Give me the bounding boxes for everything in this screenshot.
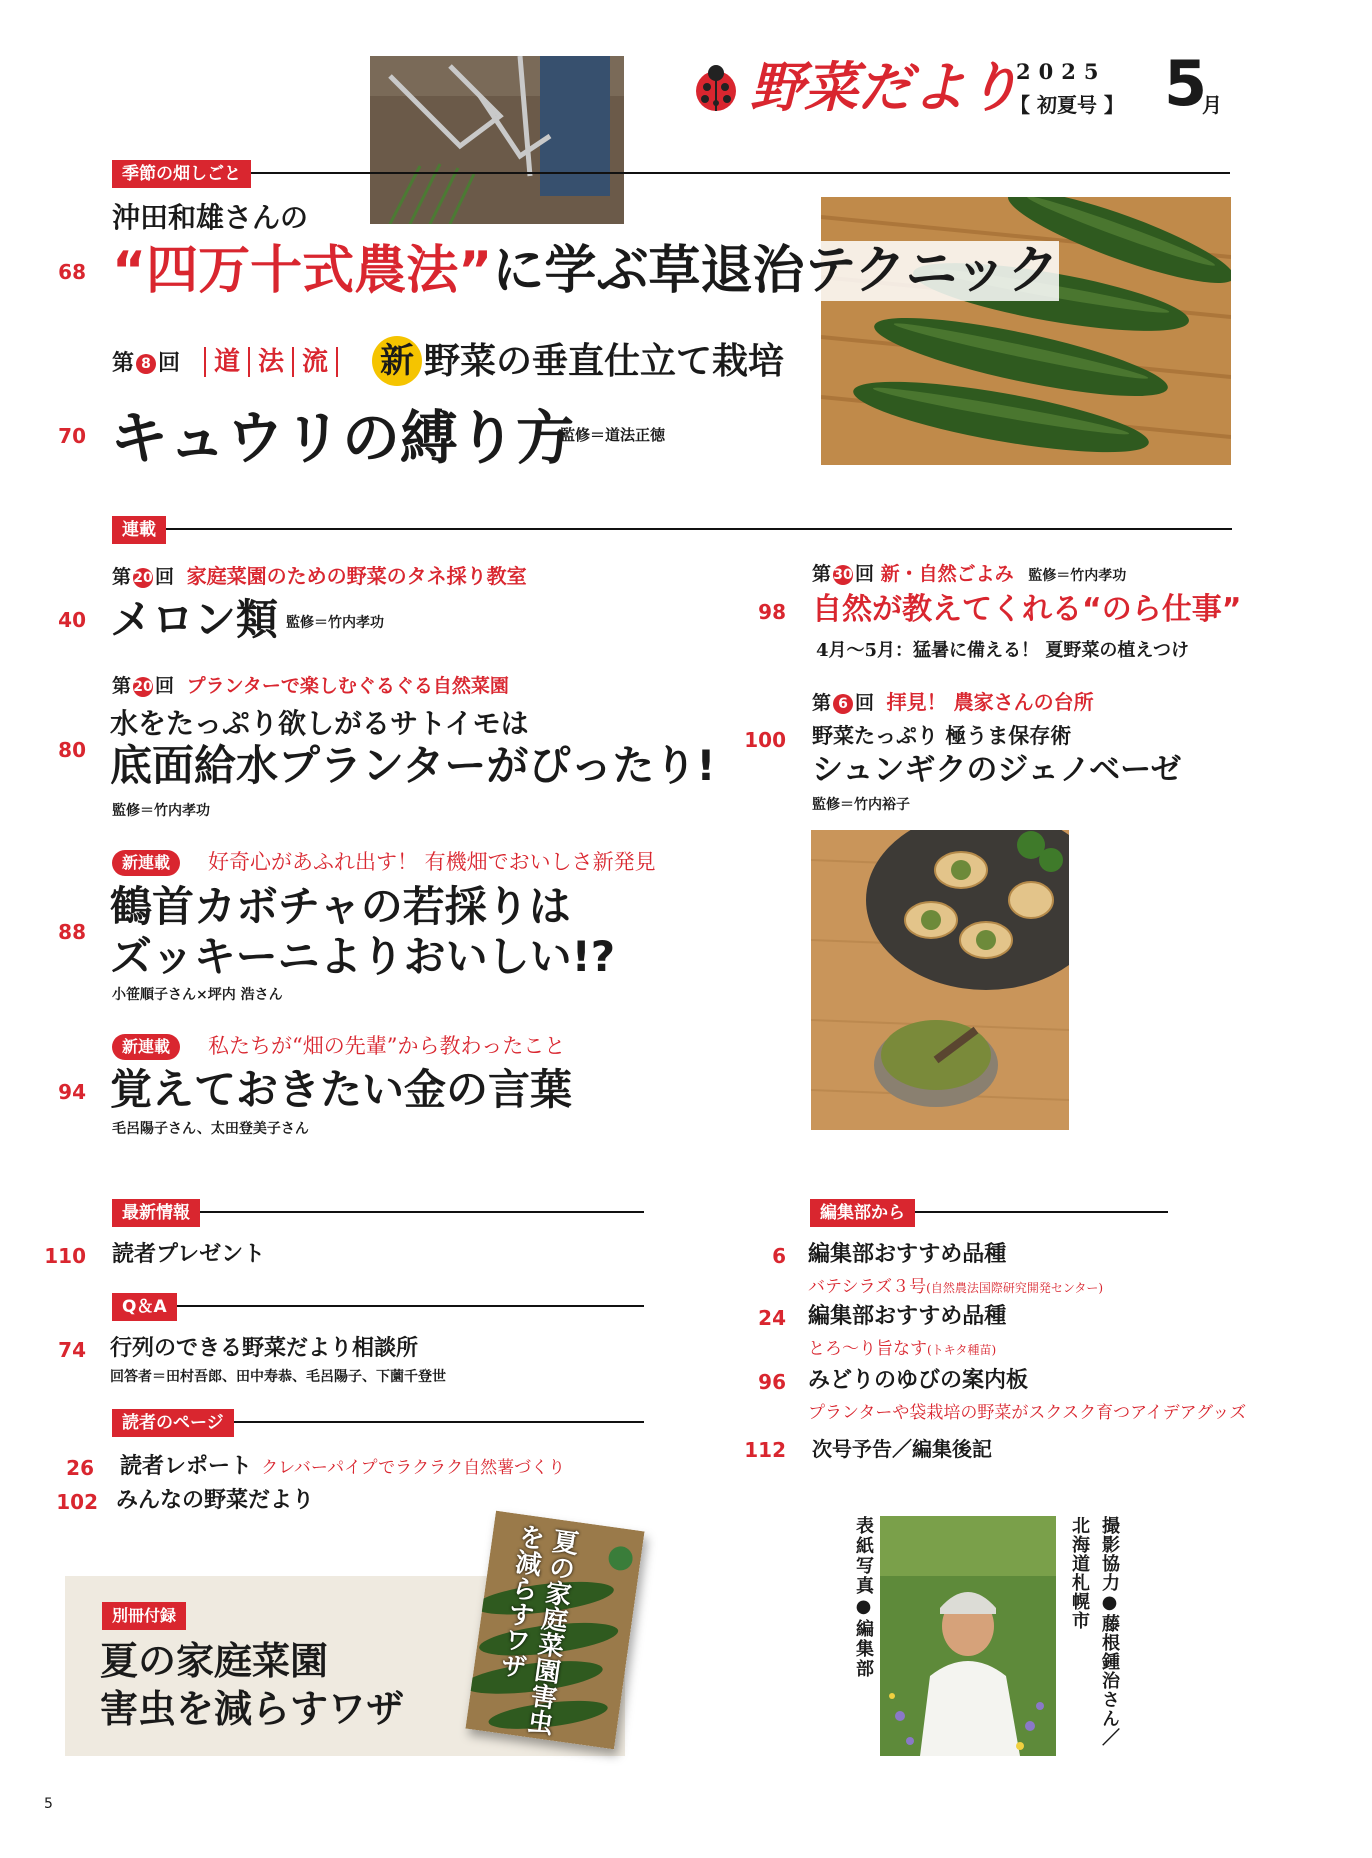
words-title: 覚えておきたい金の言葉 [110, 1065, 573, 1114]
feature-rule [112, 172, 1230, 174]
kabocha-new-pill: 新連載 [112, 850, 180, 876]
melon-series-name: 家庭菜園のための野菜のタネ採り教室 [186, 564, 527, 588]
melon-page: 40 [58, 608, 86, 632]
cucumber-page: 70 [58, 424, 86, 448]
qa-tag: Q＆A [112, 1293, 177, 1321]
cucumber-photo [821, 197, 1231, 465]
latest-tag: 最新情報 [112, 1199, 200, 1227]
genovese-photo [811, 830, 1069, 1130]
masthead-month-unit: 月 [1202, 93, 1222, 117]
ladybug-icon [690, 63, 742, 115]
new-mark: 新 [372, 336, 422, 386]
supplement-title-1: 夏の家庭菜園 [100, 1639, 329, 1683]
editorial-item-sub-small: (トキタ種苗) [927, 1343, 997, 1357]
readers-item-page: 102 [56, 1490, 98, 1514]
series-char: 道 [204, 347, 248, 377]
melon-title: メロン類 [110, 595, 279, 644]
cucumber-series-num: 8 [136, 354, 156, 374]
masthead-month-num: 5 [1164, 47, 1208, 120]
planter-round: 20 [133, 678, 153, 695]
masthead-title: 野菜だより [750, 56, 1020, 119]
melon-credit: 監修＝竹内孝功 [286, 615, 384, 631]
cucumber-series-prefix: 第 [112, 351, 135, 376]
readers-tag: 読者のページ [112, 1409, 234, 1437]
editorial-item-page: 6 [772, 1244, 786, 1268]
kitchen-page: 100 [744, 728, 786, 752]
cucumber-series [112, 344, 180, 384]
editorial-item-title: 編集部おすすめ品種 [808, 1304, 1007, 1329]
qa-page: 74 [58, 1338, 86, 1362]
supplement-tag: 別冊付録 [102, 1602, 186, 1630]
readers-item [120, 1452, 565, 1483]
cover-credit-photo: 表紙写真●編集部 [853, 1516, 874, 1679]
weeding-tool-photo [370, 56, 624, 224]
kitchen-title: シュンギクのジェノベーゼ [812, 752, 1182, 788]
cucumber-title: キュウリの縛り方 [110, 404, 575, 472]
series-char: 法 [248, 347, 292, 377]
editorial-item-sub: プランターや袋栽培の野菜がスクスク育つアイデアグッズ [808, 1403, 1247, 1423]
kitchen-credit: 監修＝竹内裕子 [812, 797, 910, 813]
editorial-item-page: 96 [758, 1370, 786, 1394]
cucumber-credit: 監修＝道法正徳 [560, 426, 666, 444]
latest-item-page: 110 [44, 1244, 86, 1268]
planter-title: 底面給水プランターがぴったり! [110, 741, 716, 790]
cucumber-series-suffix: 回 [158, 351, 181, 376]
nora-subtitle: 4月〜5月：猛暑に備える！ 夏野菜の植えつけ [816, 640, 1189, 661]
words-credit: 毛呂陽子さん、太田登美子さん [112, 1121, 309, 1137]
feature-title [112, 240, 1059, 302]
kitchen-round: 6 [833, 694, 853, 714]
editorial-tag: 編集部から [810, 1199, 915, 1227]
kitchen-series: 第 6 回 拝見！ 農家さんの台所 [812, 690, 1094, 714]
series-char: 流 [292, 347, 338, 377]
nora-series: 第 30 回 新・自然ごよみ 監修＝竹内孝功 [812, 563, 1127, 585]
nora-credit: 監修＝竹内孝功 [1028, 568, 1127, 584]
melon-round: 20 [133, 569, 153, 586]
masthead [690, 47, 1250, 125]
kabocha-credit: 小笹順子さん×坪内 浩さん [112, 987, 283, 1003]
cucumber-series-chars [204, 342, 338, 382]
editorial-item-sub-main: とろ〜り旨なす [808, 1339, 927, 1359]
nora-page: 98 [758, 600, 786, 624]
supplement-title-2: 害虫を減らすワザ [100, 1687, 405, 1731]
farmer-portrait-photo [880, 1516, 1056, 1756]
planter-series: 第 20 回 プランターで楽しむぐるぐる自然菜園 [112, 675, 509, 697]
planter-series-name: プランターで楽しむぐるぐる自然菜園 [186, 675, 509, 697]
kabocha-title-1: 鶴首カボチャの若採りは [110, 882, 571, 931]
editorial-item-title: 編集部おすすめ品種 [808, 1242, 1007, 1267]
editorial-item-sub-small: (自然農法国際研究開発センター) [926, 1281, 1104, 1295]
planter-page: 80 [58, 738, 86, 762]
masthead-season: 【 初夏号 】 [1010, 93, 1124, 117]
cucumber-series-title: 野菜の垂直仕立て栽培 [424, 341, 785, 382]
qa-title: 行列のできる野菜だより相談所 [110, 1336, 419, 1361]
qa-rule [112, 1305, 644, 1307]
cover-credit-cooperation: 撮影協力●藤根鍾治さん／北海道札幌市 [1069, 1516, 1120, 1747]
editorial-item-page: 24 [758, 1306, 786, 1330]
editorial-item-title: 次号予告／編集後記 [812, 1437, 992, 1461]
readers-item-title: 読者レポート [120, 1454, 253, 1479]
words-new-pill: 新連載 [112, 1034, 180, 1060]
planter-subtitle: 水をたっぷり欲しがるサトイモは [110, 707, 529, 740]
supplement-book-title: 夏の家庭菜園害虫を減らすワザ [495, 1521, 581, 1737]
nora-title: 自然が教えてくれる“のら仕事” [812, 592, 1242, 627]
kabocha-page: 88 [58, 920, 86, 944]
editorial-item-title: みどりのゆびの案内板 [808, 1368, 1029, 1393]
editorial-item-sub-main: バテシラズ３号 [808, 1277, 927, 1297]
qa-respondents: 回答者＝田村吾郎、田中寿恭、毛呂陽子、下薗千登世 [110, 1369, 446, 1385]
latest-item-title: 読者プレゼント [112, 1242, 266, 1267]
readers-item-sub: クレバーパイプでラクラク自然薯づくり [261, 1458, 566, 1478]
feature-page: 68 [58, 260, 86, 284]
feature-tag: 季節の畑しごと [112, 160, 251, 188]
words-series: 私たちが“畑の先輩”から教わったこと [208, 1034, 566, 1058]
kabocha-title-2: ズッキーニよりおいしい!? [110, 932, 616, 981]
nora-series-name: 新・自然ごよみ [880, 563, 1014, 585]
supplement-book-cover [465, 1511, 644, 1750]
masthead-year: 2025 [1016, 59, 1107, 84]
kitchen-subtitle: 野菜たっぷり 極うま保存術 [812, 724, 1072, 748]
serial-tag: 連載 [112, 516, 166, 544]
feature-subtitle: 沖田和雄さんの [112, 201, 309, 234]
planter-credit: 監修＝竹内孝功 [112, 803, 210, 819]
page-folio: 5 [44, 1796, 53, 1812]
kitchen-series-name: 拝見！ 農家さんの台所 [886, 690, 1094, 714]
words-page: 94 [58, 1080, 86, 1104]
readers-item-title: みんなの野菜だより [116, 1488, 315, 1513]
serial-rule [112, 528, 1232, 530]
melon-series: 第 20 回 家庭菜園のための野菜のタネ採り教室 [112, 564, 527, 588]
editorial-item-sub [808, 1272, 1103, 1297]
editorial-item-sub [808, 1334, 996, 1359]
feature-title-quote: “四万十式農法” [112, 241, 493, 301]
readers-item-page: 26 [66, 1456, 94, 1480]
feature-title-rest: に学ぶ草退治テクニック [492, 241, 1060, 301]
nora-round: 30 [833, 566, 853, 583]
editorial-item-page: 112 [744, 1438, 786, 1462]
kabocha-series: 好奇心があふれ出す！ 有機畑でおいしさ新発見 [208, 850, 656, 874]
